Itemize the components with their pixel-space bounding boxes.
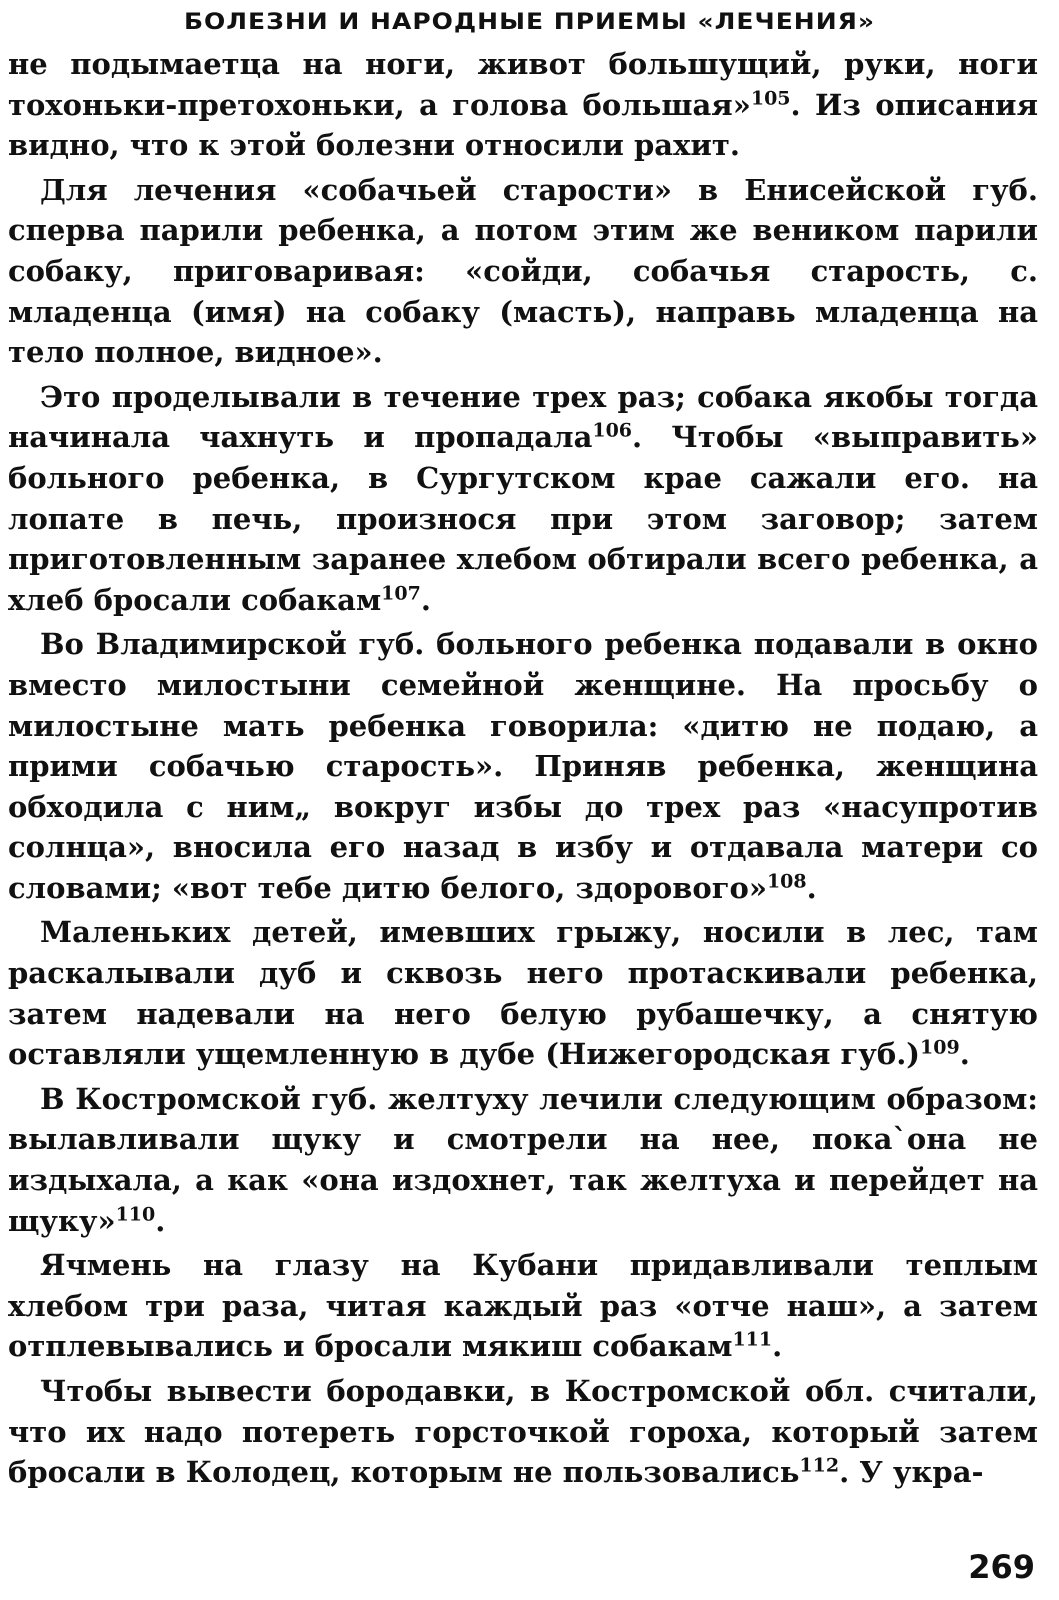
- paragraph-text: В Костромской губ. желтуху лечили следующим образом: вылавливали щуку и смотрели на нее, пока`она не издыхала, а как «она издохнет, так желтуха и перейдет на щуку»: [8, 1081, 1038, 1238]
- paragraph-text: Во Владимирской губ. больного ребенка подавали в окно вместо милостыни семейной женщине. На просьбу о милостыне мать ребенка говорила: «дитю не подаю, а прими собачью старость». Приняв ребенка, женщина обходила с ним„ вокруг избы до трех раз «насупротив солнца», вносила его назад в избу и отдавала матери со словами; «вот тебе дитю белого, здорового»: [8, 627, 1038, 905]
- footnote-ref: 110: [115, 1202, 156, 1225]
- footnote-ref: 106: [592, 419, 633, 442]
- footnote-ref: 109: [920, 1036, 960, 1059]
- paragraph-2: [8, 170, 1038, 373]
- paragraph-text: Для лечения «собачьей старости» в Енисейской губ. сперва парили ребенка, а потом этим же веником парили собаку, приговаривая: «сойди, собачья старость, с. младенца (имя) на собаку (масть), направь младенца на тело полное, видное».: [8, 172, 1038, 370]
- paragraph-8: [8, 1371, 1038, 1493]
- footnote-ref: 112: [799, 1454, 840, 1477]
- paragraph-5: [8, 912, 1038, 1074]
- paragraph-4: [8, 624, 1038, 908]
- paragraph-text: .: [155, 1203, 166, 1238]
- paragraph-text: Чтобы вывести бородавки, в Костромской обл. считали, что их надо потереть горсточкой гороха, который затем бросали в Колодец, которым не пользовались: [8, 1374, 1038, 1490]
- paragraph-text: Ячмень на глазу на Кубани придавливали теплым хлебом три раза, читая каждый раз «отче наш», а затем отплевывались и бросали мякиш собакам: [8, 1248, 1038, 1364]
- paragraph-text: Маленьких детей, имевших грыжу, носили в лес, там раскалывали дуб и сквозь него протаскивали ребенка, затем надевали на него белую рубашечку, а снятую оставляли ущемленную в дубе (Нижегородская губ.): [8, 915, 1038, 1072]
- paragraph-text: .: [772, 1329, 783, 1364]
- paragraph-text: .: [806, 870, 817, 905]
- footnote-ref: 111: [732, 1328, 773, 1351]
- paragraph-text: . Чтобы «выправить» больного ребенка, в Сургутском крае сажали его. на лопате в печь, произнося при этом заговор; затем приготовленным заранее хлебом обтирали всего ребенка, а хлеб бросали собакам: [8, 420, 1038, 617]
- running-title: БОЛЕЗНИ И НАРОДНЫЕ ПРИЕМЫ «ЛЕЧЕНИЯ»: [183, 8, 876, 35]
- body-text: [8, 44, 1038, 1497]
- paragraph-text: .: [959, 1037, 970, 1072]
- paragraph-text: . Из описания видно, что к этой болезни относили рахит.: [8, 87, 1038, 163]
- footnote-ref: 107: [381, 582, 421, 605]
- paragraph-text: . У укра-: [839, 1455, 984, 1490]
- footnote-ref: 108: [766, 870, 807, 893]
- paragraph-text: не подымаетца на ноги, живот большущий, руки, ноги тохоньки-претохоньки, а голова большая»: [8, 47, 1038, 122]
- paragraph-text: Это проделывали в течение трех раз; собака якобы тогда начинала чахнуть и пропадала: [8, 379, 1038, 455]
- page-number: 269: [968, 1548, 1035, 1586]
- paragraph-3: Это проделывали в течение трех раз; собака якобы тогда начинала чахнуть и пропадала$^{106}$. Чтобы «выправить» больного ребенка, в Сургутском крае сажали его. на лопате в печь, произнося при этом заговор; затем приготовленным заранее хлебом обтирали всего ребенка, а хлеб бросали собакам$^{107}$.: [8, 379, 1038, 617]
- paragraph-7: [8, 1245, 1038, 1367]
- footnote-ref: 105: [750, 86, 791, 109]
- paragraph-6: [8, 1079, 1038, 1241]
- paragraph-1: [8, 44, 1038, 166]
